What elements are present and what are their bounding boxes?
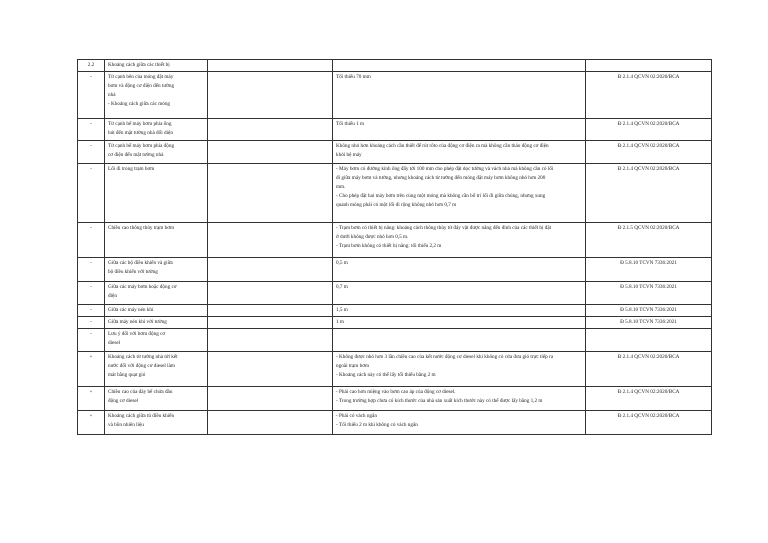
requirement-text-line: - Máy bơm có đường kính ống đẩy tới 100 mm cho phép đặt dọc tường và vách nhà mà không cần có lối xyxy=(336,166,554,172)
requirement-cell xyxy=(333,141,586,164)
regulation-reference-cell: Đ 2.1.4 QCVN 02:2020/BCA xyxy=(586,72,712,119)
table-row xyxy=(78,387,712,411)
blank-cell xyxy=(208,317,333,329)
table-row xyxy=(78,223,712,258)
item-description-cell xyxy=(105,119,208,141)
item-description-cell xyxy=(105,258,208,282)
item-description-cell xyxy=(105,317,208,329)
requirement-text-line: - Trong trường hợp chưa có kích thước của nhà sản xuất kích thước này có thể được lấy bằng 1,2 m xyxy=(336,398,543,404)
item-text-line: điện xyxy=(108,293,117,299)
requirement-text-line: 1 m xyxy=(336,319,344,325)
regulation-reference-cell: Đ 2.1.4 QCVN 02:2020/BCA xyxy=(586,119,712,141)
regulation-reference-cell xyxy=(586,329,712,352)
requirement-text-line: 0,7 m xyxy=(336,284,348,290)
requirement-text-line: 0,5 m xyxy=(336,260,348,266)
item-text-line: Chiều cao của đáy bể chứa dầu xyxy=(108,389,173,395)
regulation-reference-cell: Đ 5.8.10 TCVN 7336:2021 xyxy=(586,258,712,282)
item-text-line: cơ điện đến mặt tường nhà xyxy=(108,152,164,158)
table-row xyxy=(78,411,712,435)
regulation-reference-cell: Đ 2.1.4 QCVN 02:2020/BCA xyxy=(586,387,712,411)
requirement-text-line: - Trạm bơm không có thiết bị nâng: tối thiểu 2,2 m xyxy=(336,243,442,249)
requirement-text-line: Không nhỏ hơn khoảng cách cần thiết để rút rôto của động cơ điện ra mà không cần tháo động cơ điện xyxy=(336,143,549,149)
requirement-text-line: Tối thiểu 70 mm xyxy=(336,74,371,80)
row-number-cell: - xyxy=(78,141,105,164)
item-text-line: Lưu ý đối với bơm động cơ xyxy=(108,331,166,337)
requirement-cell xyxy=(333,352,586,387)
regulation-reference-cell: Đ 2.1.4 QCVN 02:2020/BCA xyxy=(586,352,712,387)
table-row xyxy=(78,72,712,119)
item-text-line: hút đến mặt tường nhà đối diện xyxy=(108,130,173,136)
item-description-cell xyxy=(105,305,208,317)
requirement-cell xyxy=(333,223,586,258)
item-description-cell xyxy=(105,72,208,119)
row-number-cell: - xyxy=(78,223,105,258)
regulation-reference-cell: Đ 2.1.4 QCVN 02:2020/BCA xyxy=(586,164,712,223)
blank-cell xyxy=(208,60,333,72)
row-number-cell: - xyxy=(78,164,105,223)
item-text-line: động cơ diesel xyxy=(108,398,139,404)
table-row xyxy=(78,119,712,141)
requirement-text-line: quanh móng phải có một lối đi rộng không nhỏ hơn 0,7 m xyxy=(336,202,457,208)
item-text-line: Giữa các máy nén khí xyxy=(108,307,154,313)
item-text-line: diesel xyxy=(108,340,121,346)
item-description-cell xyxy=(105,60,208,72)
blank-cell xyxy=(208,223,333,258)
regulation-reference-cell xyxy=(586,60,712,72)
item-text-line: Giữa máy nén khí với tường xyxy=(108,319,167,325)
item-text-line: bơm và động cơ điện đến tường xyxy=(108,83,175,89)
regulation-reference-cell: Đ 5.8.10 TCVN 7336:2021 xyxy=(586,305,712,317)
item-text-line: - Khoảng cách giữa các móng xyxy=(108,101,171,107)
requirement-cell xyxy=(333,119,586,141)
regulation-reference-cell: Đ 2.1.5 QCVN 02:2020/BCA xyxy=(586,223,712,258)
requirement-cell xyxy=(333,282,586,305)
requirement-text-line: - Cho phép đặt hai máy bơm trên cùng một móng mà không cần bố trí lối đi giữa chúng, nhưng xung xyxy=(336,193,546,199)
requirement-cell xyxy=(333,60,586,72)
table-row xyxy=(78,317,712,329)
requirement-cell xyxy=(333,164,586,223)
requirement-text-line: - Phải có vách ngăn xyxy=(336,413,377,419)
row-number-cell: + xyxy=(78,411,105,435)
row-number-cell: - xyxy=(78,258,105,282)
requirement-text-line: - Khoảng cách này có thể lấy tối thiểu bằng 2 m xyxy=(336,372,436,378)
row-number-cell: - xyxy=(78,317,105,329)
requirement-text-line: Tối thiểu 1 m xyxy=(336,121,365,127)
item-description-cell xyxy=(105,329,208,352)
item-text-line: Giữa các máy bơm hoặc động cơ xyxy=(108,284,177,290)
table-row xyxy=(78,164,712,223)
item-description-cell xyxy=(105,141,208,164)
blank-cell xyxy=(208,282,333,305)
row-number-cell: + xyxy=(78,352,105,387)
requirement-cell xyxy=(333,72,586,119)
requirement-text-line: - Phải cao hơn miệng vào bơm cao áp của động cơ diesel. xyxy=(336,389,456,395)
regulation-reference-cell: Đ 2.1.4 QCVN 02:2020/BCA xyxy=(586,411,712,435)
requirement-text-line: - Trạm bơm có thiết bị nâng: khoảng cách thông thủy từ đáy vật được nâng đến đỉnh của các thiết bị đặt xyxy=(336,225,552,231)
item-description-cell xyxy=(105,387,208,411)
requirement-text-line: ngoài trạm bơm xyxy=(336,363,369,369)
item-description-cell xyxy=(105,223,208,258)
table-row xyxy=(78,258,712,282)
table-row xyxy=(78,329,712,352)
requirement-cell xyxy=(333,411,586,435)
requirement-cell xyxy=(333,387,586,411)
blank-cell xyxy=(208,258,333,282)
table-row xyxy=(78,141,712,164)
row-number-cell: - xyxy=(78,329,105,352)
item-text-line: Chiều cao thông thủy trạm bơm xyxy=(108,225,174,231)
row-number-cell: - xyxy=(78,72,105,119)
regulation-reference-cell: Đ 2.1.4 QCVN 02:2020/BCA xyxy=(586,141,712,164)
row-number-cell: - xyxy=(78,119,105,141)
blank-cell xyxy=(208,411,333,435)
item-text-line: Lối đi trong trạm bơm xyxy=(108,166,155,172)
row-number-cell: 2.2 xyxy=(78,60,105,72)
requirement-cell xyxy=(333,317,586,329)
item-description-cell xyxy=(105,282,208,305)
row-number-cell: + xyxy=(78,387,105,411)
item-description-cell xyxy=(105,352,208,387)
requirement-cell xyxy=(333,305,586,317)
table-body xyxy=(78,60,712,435)
item-text-line: Giữa các bộ điều khiển và giữa xyxy=(108,260,173,266)
blank-cell xyxy=(208,352,333,387)
requirement-text-line: - Không được nhỏ hơn 3 lần chiều cao của kết nước động cơ diesel khi không có cửa đưa gió trực tiếp ra xyxy=(336,354,554,360)
requirement-text-line: mm. xyxy=(336,184,346,190)
blank-cell xyxy=(208,164,333,223)
item-text-line: nước đối với động cơ diesel làm xyxy=(108,363,175,369)
blank-cell xyxy=(208,119,333,141)
table-row xyxy=(78,352,712,387)
item-description-cell xyxy=(105,164,208,223)
item-text-line: Từ cạnh bể máy bơm phía động xyxy=(108,143,175,149)
requirement-text-line: ở dưới không được nhỏ hơn 0,5 m. xyxy=(336,234,409,240)
item-text-line: Khoảng cách từ tường nhà tới kết xyxy=(108,354,178,360)
item-text-line: Khoảng cách giữa các thiết bị xyxy=(108,62,170,68)
regulation-reference-cell: Đ 5.8.10 TCVN 7336:2021 xyxy=(586,317,712,329)
distance-requirements-table xyxy=(77,59,712,435)
item-text-line: Từ cạnh bên của móng đặt máy xyxy=(108,74,174,80)
table-row xyxy=(78,60,712,72)
requirement-cell xyxy=(333,258,586,282)
item-text-line: nhà xyxy=(108,92,116,98)
regulation-reference-cell: Đ 5.8.10 TCVN 7336:2021 xyxy=(586,282,712,305)
row-number-cell: - xyxy=(78,305,105,317)
item-text-line: mát bằng quạt gió xyxy=(108,372,146,378)
blank-cell xyxy=(208,141,333,164)
blank-cell xyxy=(208,329,333,352)
blank-cell xyxy=(208,72,333,119)
blank-cell xyxy=(208,305,333,317)
requirement-cell xyxy=(333,329,586,352)
table-row xyxy=(78,305,712,317)
requirement-text-line: khỏi bệ máy xyxy=(336,152,362,158)
requirement-text-line: đi giữa máy bơm và tường, nhưng khoảng cách từ tường đến móng đặt máy bơm không nhỏ hơn 200 xyxy=(336,175,546,181)
blank-cell xyxy=(208,387,333,411)
row-number-cell: - xyxy=(78,282,105,305)
item-text-line: bộ điều khiển với tường xyxy=(108,269,158,275)
requirement-text-line: - Tối thiểu 2 m khi không có vách ngăn xyxy=(336,422,418,428)
table-row xyxy=(78,282,712,305)
requirement-text-line: 1,5 m xyxy=(336,307,348,313)
item-description-cell xyxy=(105,411,208,435)
item-text-line: Khoảng cách giữa tủ điều khiển xyxy=(108,413,175,419)
item-text-line: Từ cạnh bể máy bơm phía ống xyxy=(108,121,172,127)
item-text-line: và bồn nhiên liệu xyxy=(108,422,144,428)
